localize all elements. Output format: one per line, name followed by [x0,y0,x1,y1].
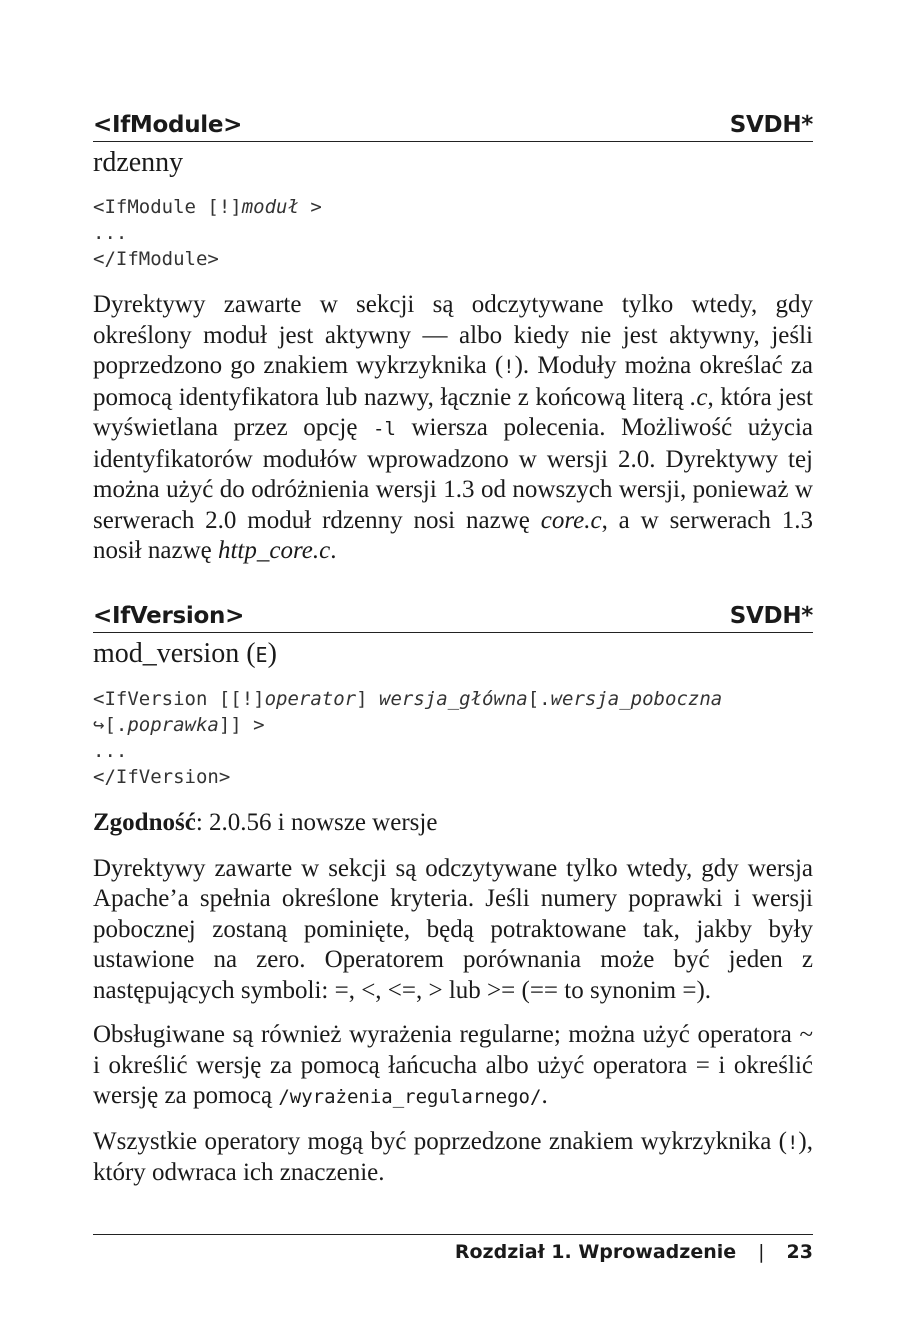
code-param: operator [264,687,357,710]
directive-badge: SVDH* [729,602,813,629]
paragraph-ifmodule [93,290,813,567]
text: ), który odwraca ich znaczenie. [93,1127,813,1186]
italic-text: http_core.c [217,537,331,564]
module-type: E [255,642,268,667]
code-block-ifversion [93,686,813,790]
text: , która jest wyświetlana przez opcję [93,383,813,441]
code-text: ... [93,739,128,762]
content [93,112,813,1203]
directive-title: <IfVersion> [93,602,245,629]
code-block-ifmodule [93,194,813,272]
module-name: mod_version ( [93,637,256,669]
inline-code: -l [373,418,396,440]
code-param: wersja_główna [379,687,528,710]
text: Obsługiwane są również wyrażenia regularne; można użyć operatora ~ i określić wersję za pomocą łańcucha albo użyć operatora = i określić wersję za pomocą [93,1021,813,1109]
code-param: wersja_poboczna [550,687,723,710]
section-gap [93,581,813,603]
code-text: </IfVersion> [93,765,231,788]
text: ). Moduły można określać za pomocą identyfikatora lub nazwy, łącznie z końcową literą [93,352,813,411]
inline-code: ! [503,356,515,378]
text: . [541,1082,548,1109]
text: , a w serwerach 1.3 nosił nazwę [93,506,814,564]
code-text: <IfModule [!] [93,196,242,218]
paragraph-ifversion-2 [93,1020,813,1113]
compatibility-label: Zgodność [93,808,196,836]
chapter-title: Rozdział 1. Wprowadzenie [454,1241,737,1263]
code-text: ] [356,687,379,710]
inline-code: /wyrażenia_regularnego/ [278,1086,542,1108]
directive-header-ifversion [93,603,813,633]
directive-title: <IfModule> [93,112,243,138]
code-continuation-icon: ↪[. [93,713,128,736]
code-param: poprawka [127,713,219,736]
text: Dyrektywy zawarte w sekcji są odczytywane tylko wtedy, gdy określony moduł jest aktywny — albo kiedy nie jest aktywny, jeśli poprzedzono go znakiem wykrzyknika ( [93,291,813,379]
compatibility-value: : 2.0.56 i nowsze wersje [195,808,438,836]
paragraph-ifversion-1: Dyrektywy zawarte w sekcji są odczytywane tylko wtedy, gdy wersja Apache’a spełnia określone kryteria. Jeśli numery poprawki i wersji pobocznej zostaną pominięte, będą potraktowane tak, jakby były ustawione na zero. Operatorem porównania może być jeden z następujących symboli: =, <, <=, > lub >= (== to synonim =). [93,854,813,1004]
page-number: 23 [786,1241,813,1263]
compatibility-line [93,808,813,838]
italic-text: core.c [540,506,602,534]
code-text: </IfModule> [93,248,219,270]
code-param: moduł [241,196,299,218]
directive-header-ifmodule [93,112,813,142]
code-text: > [298,196,322,218]
text: ) [267,637,277,669]
directive-module [93,637,813,672]
text: wiersza polecenia. Możliwość użycia identyfikatorów modułów wprowadzono w wersji 2.0. Dyrektywy tej można użyć do odróżnienia wersji 1.3 od nowszych wersji, ponieważ w serwerach 2.0 moduł rdzenny nosi nazwę [93,414,813,534]
text: . [330,537,337,564]
page-footer [93,1234,813,1263]
inline-code: ! [786,1131,799,1154]
footer-separator: | [758,1241,765,1263]
paragraph-ifversion-3 [93,1127,813,1189]
text: Wszystkie operatory mogą być poprzedzone znakiem wykrzyknika ( [93,1127,787,1155]
directive-badge: SVDH* [729,112,813,138]
directive-module: rdzenny [93,147,184,178]
italic-text: .c [690,383,708,411]
code-text: ]] > [218,713,265,736]
code-text: <IfVersion [[!] [93,687,265,710]
code-text: ... [93,222,128,244]
code-text: [. [527,687,551,710]
